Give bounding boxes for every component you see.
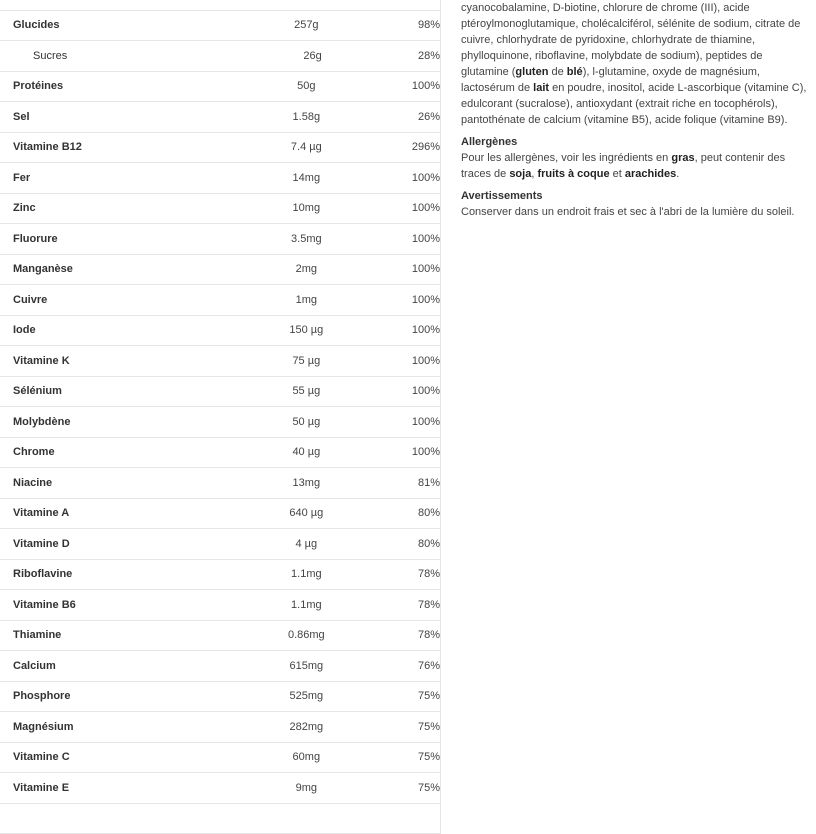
nutrient-daily-percent: 100% xyxy=(390,324,440,336)
nutrient-amount: 640 µg xyxy=(223,507,391,519)
table-row xyxy=(0,468,440,499)
table-row xyxy=(0,72,440,103)
allergens-heading: Allergènes xyxy=(461,134,811,150)
table-row xyxy=(0,377,440,408)
nutrient-daily-percent: 100% xyxy=(390,446,440,458)
nutrient-amount: 150 µg xyxy=(223,324,391,336)
product-info-panel xyxy=(461,0,811,220)
nutrient-amount: 14mg xyxy=(223,172,391,184)
nutrient-amount: 4 µg xyxy=(223,538,391,550)
nutrient-daily-percent: 296% xyxy=(390,141,440,153)
nutrient-amount: 1.58g xyxy=(223,111,391,123)
nutrient-daily-percent: 75% xyxy=(390,721,440,733)
nutrient-amount: 50 µg xyxy=(223,416,391,428)
nutrient-amount: 9mg xyxy=(223,782,391,794)
nutrient-daily-percent: 78% xyxy=(390,568,440,580)
nutrient-name: Riboflavine xyxy=(0,568,223,580)
nutrient-name: Vitamine A xyxy=(0,507,223,519)
nutrient-daily-percent: 100% xyxy=(390,294,440,306)
table-row xyxy=(0,590,440,621)
table-row xyxy=(0,560,440,591)
warnings-text: Conserver dans un endroit frais et sec à l'abri de la lumière du soleil. xyxy=(461,204,811,220)
nutrient-daily-percent: 100% xyxy=(390,263,440,275)
nutrient-amount: 282mg xyxy=(223,721,391,733)
table-row xyxy=(0,163,440,194)
table-row xyxy=(0,11,440,42)
nutrient-daily-percent: 81% xyxy=(390,477,440,489)
nutrient-amount: 75 µg xyxy=(223,355,391,367)
nutrient-amount: 1mg xyxy=(223,294,391,306)
nutrient-name: Magnésium xyxy=(0,721,223,733)
nutrient-name: Vitamine D xyxy=(0,538,223,550)
table-row xyxy=(0,438,440,469)
allergens-text: Pour les allergènes, voir les ingrédients en gras, peut contenir des traces de soja, fruits à coque et arachides. xyxy=(461,150,811,182)
nutrient-name: Chrome xyxy=(0,446,223,458)
nutrient-daily-percent: 100% xyxy=(390,172,440,184)
nutrient-amount: 1.1mg xyxy=(223,599,391,611)
table-row xyxy=(0,316,440,347)
nutrient-amount: 40 µg xyxy=(223,446,391,458)
nutrient-amount: 2mg xyxy=(223,263,391,275)
nutrient-amount: 26g xyxy=(233,50,393,62)
nutrient-amount: 7.4 µg xyxy=(223,141,391,153)
nutrient-name: Vitamine E xyxy=(0,782,223,794)
table-row xyxy=(0,743,440,774)
nutrient-name: Sel xyxy=(0,111,223,123)
nutrient-daily-percent: 98% xyxy=(390,19,440,31)
nutrient-amount: 55 µg xyxy=(223,385,391,397)
nutrient-name: Iode xyxy=(0,324,223,336)
nutrient-daily-percent: 100% xyxy=(390,385,440,397)
nutrient-daily-percent: 28% xyxy=(392,50,440,62)
warnings-heading: Avertissements xyxy=(461,188,811,204)
table-row xyxy=(0,346,440,377)
table-row xyxy=(0,285,440,316)
nutrient-daily-percent: 76% xyxy=(390,660,440,672)
table-row xyxy=(0,804,440,834)
nutrient-name: Vitamine C xyxy=(0,751,223,763)
nutrient-amount: 50g xyxy=(223,80,391,92)
table-row xyxy=(0,407,440,438)
nutrient-daily-percent: 75% xyxy=(390,690,440,702)
nutrient-amount: 525mg xyxy=(223,690,391,702)
table-row xyxy=(0,255,440,286)
table-row xyxy=(0,712,440,743)
table-row xyxy=(0,773,440,804)
table-row xyxy=(0,499,440,530)
table-row xyxy=(0,133,440,164)
table-row xyxy=(0,651,440,682)
nutrient-daily-percent: 100% xyxy=(390,416,440,428)
ingredients-text: cyanocobalamine, D-biotine, chlorure de chrome (III), acide ptéroylmonoglutamique, cholécalciférol, sélénite de sodium, citrate de cuivre, chlorhydrate de pyridoxine, chlorhydrate de thiamine, phylloquinone, riboflavine, molybdate de sodium), peptides de glutamine (gluten de blé), l-glutamine, oxyde de magnésium, lactosérum de lait en poudre, inositol, acide L-ascorbique (vitamine C), edulcorant (sucralose), antioxydant (extrait riche en tocophérols), pantothénate de calcium (vitamine B5), acide folique (vitamine B9). xyxy=(461,0,811,128)
nutrient-name: Fer xyxy=(0,172,223,184)
nutrient-amount: 1.1mg xyxy=(223,568,391,580)
nutrient-amount: 3.5mg xyxy=(223,233,391,245)
table-row xyxy=(0,529,440,560)
nutrient-name: Vitamine B6 xyxy=(0,599,223,611)
nutrient-name: Protéines xyxy=(0,80,223,92)
nutrient-name: Thiamine xyxy=(0,629,223,641)
nutrient-name: Vitamine K xyxy=(0,355,223,367)
nutrient-daily-percent: 78% xyxy=(390,629,440,641)
nutrient-name: Niacine xyxy=(0,477,223,489)
nutrient-daily-percent: 75% xyxy=(390,782,440,794)
table-row xyxy=(0,102,440,133)
nutrient-daily-percent: 100% xyxy=(390,202,440,214)
table-row xyxy=(0,682,440,713)
nutrient-amount: 13mg xyxy=(223,477,391,489)
nutrient-name: Calcium xyxy=(0,660,223,672)
nutrient-name: Molybdène xyxy=(0,416,223,428)
nutrient-amount: 257g xyxy=(223,19,391,31)
nutrient-name: Phosphore xyxy=(0,690,223,702)
nutrient-amount: 60mg xyxy=(223,751,391,763)
nutrient-daily-percent: 78% xyxy=(390,599,440,611)
nutrient-name: Cuivre xyxy=(0,294,223,306)
nutrient-name: Glucides xyxy=(0,19,223,31)
nutrient-daily-percent: 80% xyxy=(390,507,440,519)
nutrient-name: Sucres xyxy=(0,50,233,62)
nutrient-amount: 10mg xyxy=(223,202,391,214)
nutrient-name: Zinc xyxy=(0,202,223,214)
nutrient-amount: 0.86mg xyxy=(223,629,391,641)
table-row xyxy=(0,621,440,652)
nutrient-amount: 615mg xyxy=(223,660,391,672)
nutrient-daily-percent: 100% xyxy=(390,355,440,367)
nutrient-daily-percent: 100% xyxy=(390,80,440,92)
table-row xyxy=(0,194,440,225)
nutrient-daily-percent: 75% xyxy=(390,751,440,763)
nutrient-name: Manganèse xyxy=(0,263,223,275)
table-row xyxy=(0,41,440,72)
table-row xyxy=(0,224,440,255)
nutrient-daily-percent: 80% xyxy=(390,538,440,550)
table-row xyxy=(0,0,440,11)
nutrient-name: Vitamine B12 xyxy=(0,141,223,153)
nutrient-name: Fluorure xyxy=(0,233,223,245)
nutrient-daily-percent: 26% xyxy=(390,111,440,123)
nutrient-name: Sélénium xyxy=(0,385,223,397)
nutrient-daily-percent: 100% xyxy=(390,233,440,245)
